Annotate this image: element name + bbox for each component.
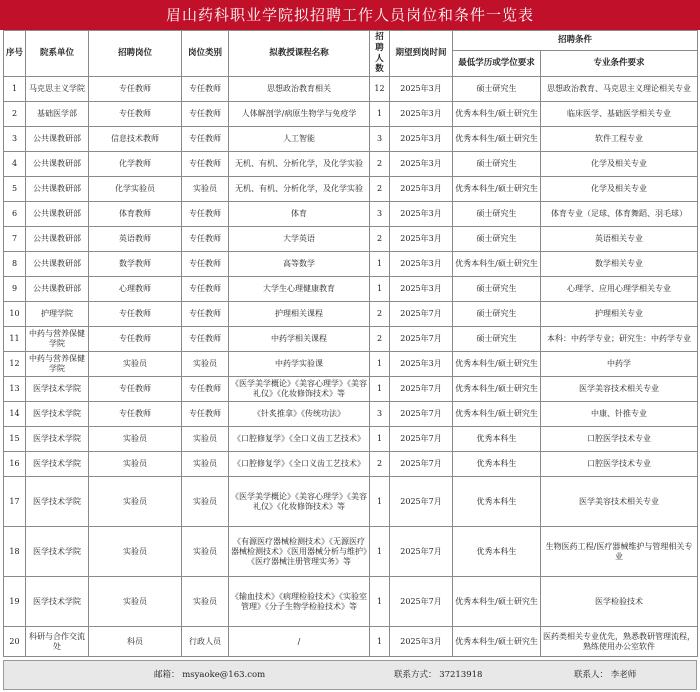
cell-education: 硕士研究生: [453, 202, 541, 227]
cell-education: 优秀本科生/硕士研究生: [453, 102, 541, 127]
cell-no: 12: [4, 352, 26, 377]
table-body: [4, 77, 698, 657]
cell-position: 英语教师: [89, 227, 182, 252]
cell-dept: 科研与合作交流处: [26, 627, 89, 657]
cell-education: 优秀本科生: [453, 477, 541, 527]
header-major: 专业条件要求: [541, 51, 698, 77]
cell-category: 实验员: [182, 527, 229, 577]
cell-education: 优秀本科生/硕士研究生: [453, 252, 541, 277]
cell-count: 1: [370, 427, 390, 452]
cell-count: 1: [370, 627, 390, 657]
cell-course: 思想政治教育相关: [229, 77, 370, 102]
cell-date: 2025年3月: [390, 627, 453, 657]
cell-education: 硕士研究生: [453, 302, 541, 327]
table-row: [4, 202, 698, 227]
cell-position: 专任教师: [89, 327, 182, 352]
cell-course: 高等数学: [229, 252, 370, 277]
cell-major: 临床医学、基础医学相关专业: [541, 102, 698, 127]
table-row: [4, 77, 698, 102]
footer-contact: 联系人： 李老师: [574, 670, 637, 680]
table-row: [4, 127, 698, 152]
header-position: 招聘岗位: [89, 31, 182, 77]
cell-education: 优秀本科生/硕士研究生: [453, 127, 541, 152]
cell-major: 化学及相关专业: [541, 152, 698, 177]
cell-position: 专任教师: [89, 402, 182, 427]
cell-major: 生物医药工程/医疗器械维护与管理相关专业: [541, 527, 698, 577]
cell-category: 专任教师: [182, 277, 229, 302]
cell-position: 化学教师: [89, 152, 182, 177]
cell-major: 口腔医学技术专业: [541, 452, 698, 477]
page-title: 眉山药科职业学院拟招聘工作人员岗位和条件一览表: [0, 0, 700, 30]
cell-category: 专任教师: [182, 152, 229, 177]
cell-category: 专任教师: [182, 202, 229, 227]
cell-date: 2025年3月: [390, 277, 453, 302]
cell-no: 15: [4, 427, 26, 452]
cell-position: 数学教师: [89, 252, 182, 277]
cell-no: 5: [4, 177, 26, 202]
recruitment-table: [3, 30, 698, 657]
cell-course: 《针炙推拿》《传统功法》: [229, 402, 370, 427]
cell-category: 实验员: [182, 352, 229, 377]
cell-course: 无机、有机、分析化学，及化学实验: [229, 177, 370, 202]
table-row: [4, 427, 698, 452]
cell-no: 6: [4, 202, 26, 227]
table-row: [4, 377, 698, 402]
cell-date: 2025年3月: [390, 227, 453, 252]
cell-date: 2025年3月: [390, 202, 453, 227]
cell-dept: 马克思主义学院: [26, 77, 89, 102]
cell-no: 8: [4, 252, 26, 277]
cell-course: 无机、有机、分析化学，及化学实验: [229, 152, 370, 177]
cell-no: 17: [4, 477, 26, 527]
cell-category: 专任教师: [182, 227, 229, 252]
cell-date: 2025年3月: [390, 352, 453, 377]
cell-education: 硕士研究生: [453, 327, 541, 352]
cell-date: 2025年7月: [390, 577, 453, 627]
cell-count: 2: [370, 227, 390, 252]
cell-count: 3: [370, 202, 390, 227]
table-row: [4, 302, 698, 327]
cell-education: 优秀本科生: [453, 427, 541, 452]
cell-position: 科员: [89, 627, 182, 657]
cell-education: 硕士研究生: [453, 277, 541, 302]
cell-dept: 护理学院: [26, 302, 89, 327]
cell-course: 《口腔修复学》《全口义齿工艺技术》: [229, 452, 370, 477]
header-education: 最低学历或学位要求: [453, 51, 541, 77]
cell-course: 人体解剖学/病原生物学与免疫学: [229, 102, 370, 127]
cell-dept: 公共课教研部: [26, 152, 89, 177]
table-row: [4, 627, 698, 657]
cell-no: 9: [4, 277, 26, 302]
header-no: 序号: [4, 31, 26, 77]
cell-category: 专任教师: [182, 77, 229, 102]
cell-no: 7: [4, 227, 26, 252]
cell-position: 心理教师: [89, 277, 182, 302]
cell-dept: 医学技术学院: [26, 577, 89, 627]
cell-no: 13: [4, 377, 26, 402]
cell-course: 《医学美学概论》《美容心理学》《美容礼仪》《化妆修饰技术》等: [229, 477, 370, 527]
cell-date: 2025年3月: [390, 77, 453, 102]
cell-course: 中药学实验课: [229, 352, 370, 377]
cell-education: 优秀本科生/硕士研究生: [453, 177, 541, 202]
cell-course: 人工智能: [229, 127, 370, 152]
cell-education: 优秀本科生/硕士研究生: [453, 352, 541, 377]
cell-category: 行政人员: [182, 627, 229, 657]
footer-phone: 联系方式： 37213918: [394, 670, 483, 680]
cell-dept: 医学技术学院: [26, 427, 89, 452]
table-row: [4, 452, 698, 477]
table-row: [4, 327, 698, 352]
cell-education: 优秀本科生/硕士研究生: [453, 377, 541, 402]
cell-count: 1: [370, 527, 390, 577]
cell-major: 软件工程专业: [541, 127, 698, 152]
cell-count: 1: [370, 377, 390, 402]
cell-education: 优秀本科生/硕士研究生: [453, 577, 541, 627]
cell-major: 数学相关专业: [541, 252, 698, 277]
cell-no: 2: [4, 102, 26, 127]
cell-count: 1: [370, 352, 390, 377]
cell-course: 《口腔修复学》《全口义齿工艺技术》: [229, 427, 370, 452]
cell-dept: 公共课教研部: [26, 277, 89, 302]
cell-position: 实验员: [89, 577, 182, 627]
cell-category: 实验员: [182, 177, 229, 202]
header-requirements: 招聘条件: [453, 31, 698, 51]
cell-major: 中药学: [541, 352, 698, 377]
cell-count: 1: [370, 102, 390, 127]
table-row: [4, 102, 698, 127]
cell-category: 实验员: [182, 477, 229, 527]
cell-course: 护理相关课程: [229, 302, 370, 327]
cell-count: 3: [370, 127, 390, 152]
cell-major: 医学检验技术: [541, 577, 698, 627]
cell-course: 体育: [229, 202, 370, 227]
table-row: [4, 152, 698, 177]
cell-count: 2: [370, 177, 390, 202]
header-count: 招聘人数: [370, 31, 390, 77]
cell-count: 3: [370, 402, 390, 427]
cell-no: 20: [4, 627, 26, 657]
cell-category: 实验员: [182, 577, 229, 627]
cell-major: 体育专业（足球、体育舞蹈、羽毛球）: [541, 202, 698, 227]
cell-dept: 医学技术学院: [26, 377, 89, 402]
cell-course: 大学英语: [229, 227, 370, 252]
header-dept: 院系单位: [26, 31, 89, 77]
table-row: [4, 527, 698, 577]
cell-category: 专任教师: [182, 102, 229, 127]
cell-position: 信息技术教师: [89, 127, 182, 152]
cell-count: 2: [370, 452, 390, 477]
cell-date: 2025年7月: [390, 327, 453, 352]
cell-dept: 医学技术学院: [26, 452, 89, 477]
cell-dept: 公共课教研部: [26, 177, 89, 202]
cell-position: 实验员: [89, 427, 182, 452]
cell-date: 2025年3月: [390, 102, 453, 127]
cell-position: 专任教师: [89, 77, 182, 102]
table-row: [4, 252, 698, 277]
cell-major: 医学美容技术相关专业: [541, 477, 698, 527]
cell-no: 11: [4, 327, 26, 352]
cell-major: 护理相关专业: [541, 302, 698, 327]
cell-no: 19: [4, 577, 26, 627]
cell-date: 2025年7月: [390, 452, 453, 477]
cell-dept: 公共课教研部: [26, 227, 89, 252]
cell-course: 大学生心理健康教育: [229, 277, 370, 302]
cell-education: 优秀本科生: [453, 527, 541, 577]
cell-date: 2025年3月: [390, 252, 453, 277]
cell-count: 2: [370, 302, 390, 327]
cell-education: 优秀本科生/硕士研究生: [453, 402, 541, 427]
cell-course: 中药学相关课程: [229, 327, 370, 352]
cell-category: 专任教师: [182, 127, 229, 152]
cell-course: 《有源医疗器械检测技术》《无源医疗器械检测技术》《医用器械分析与维护》《医疗器械注册管理实务》等: [229, 527, 370, 577]
cell-course: /: [229, 627, 370, 657]
cell-date: 2025年7月: [390, 402, 453, 427]
cell-position: 实验员: [89, 352, 182, 377]
cell-date: 2025年7月: [390, 377, 453, 402]
cell-major: 心理学、应用心理学相关专业: [541, 277, 698, 302]
cell-major: 化学及相关专业: [541, 177, 698, 202]
cell-date: 2025年7月: [390, 527, 453, 577]
cell-major: 英语相关专业: [541, 227, 698, 252]
cell-no: 14: [4, 402, 26, 427]
cell-dept: 公共课教研部: [26, 127, 89, 152]
table-row: [4, 177, 698, 202]
cell-date: 2025年7月: [390, 302, 453, 327]
cell-date: 2025年7月: [390, 427, 453, 452]
cell-position: 化学实验员: [89, 177, 182, 202]
cell-no: 16: [4, 452, 26, 477]
cell-major: 医学美容技术相关专业: [541, 377, 698, 402]
cell-dept: 公共课教研部: [26, 202, 89, 227]
footer-email: 邮箱： msyaoke@163.com: [154, 670, 266, 680]
cell-no: 3: [4, 127, 26, 152]
cell-category: 专任教师: [182, 327, 229, 352]
cell-dept: 中药与营养保健学院: [26, 327, 89, 352]
cell-position: 专任教师: [89, 102, 182, 127]
cell-position: 实验员: [89, 527, 182, 577]
table-row: [4, 577, 698, 627]
cell-no: 10: [4, 302, 26, 327]
cell-education: 硕士研究生: [453, 152, 541, 177]
cell-position: 专任教师: [89, 302, 182, 327]
cell-dept: 医学技术学院: [26, 527, 89, 577]
cell-category: 专任教师: [182, 377, 229, 402]
cell-date: 2025年7月: [390, 477, 453, 527]
cell-dept: 中药与营养保健学院: [26, 352, 89, 377]
cell-count: 1: [370, 577, 390, 627]
cell-date: 2025年3月: [390, 127, 453, 152]
cell-course: 《医学美学概论》《美容心理学》《美容礼仪》《化妆修饰技术》等: [229, 377, 370, 402]
cell-education: 优秀本科生: [453, 452, 541, 477]
cell-category: 专任教师: [182, 302, 229, 327]
cell-major: 口腔医学技术专业: [541, 427, 698, 452]
cell-count: 1: [370, 277, 390, 302]
cell-education: 硕士研究生: [453, 77, 541, 102]
cell-dept: 基础医学部: [26, 102, 89, 127]
cell-category: 专任教师: [182, 252, 229, 277]
cell-major: 本科：中药学专业；研究生：中药学专业: [541, 327, 698, 352]
cell-date: 2025年3月: [390, 177, 453, 202]
cell-date: 2025年3月: [390, 152, 453, 177]
cell-major: 中康、针推专业: [541, 402, 698, 427]
cell-no: 18: [4, 527, 26, 577]
cell-count: 12: [370, 77, 390, 102]
cell-course: 《输血技术》《病理检验技术》《实验室管理》《分子生物学检验技术》等: [229, 577, 370, 627]
header-date: 期望到岗时间: [390, 31, 453, 77]
cell-no: 4: [4, 152, 26, 177]
contact-footer: [3, 660, 697, 690]
cell-education: 优秀本科生/硕士研究生: [453, 627, 541, 657]
cell-dept: 医学技术学院: [26, 402, 89, 427]
table-row: [4, 227, 698, 252]
table-row: [4, 477, 698, 527]
cell-dept: 医学技术学院: [26, 477, 89, 527]
table-row: [4, 352, 698, 377]
cell-category: 实验员: [182, 427, 229, 452]
cell-count: 1: [370, 477, 390, 527]
cell-position: 实验员: [89, 477, 182, 527]
header-row-1: [4, 31, 698, 51]
cell-dept: 公共课教研部: [26, 252, 89, 277]
cell-category: 实验员: [182, 452, 229, 477]
cell-education: 硕士研究生: [453, 227, 541, 252]
table-row: [4, 402, 698, 427]
cell-no: 1: [4, 77, 26, 102]
header-course: 拟教授课程名称: [229, 31, 370, 77]
cell-major: 医药类相关专业优先，熟悉教研管理流程，熟练使用办公室软件: [541, 627, 698, 657]
cell-category: 专任教师: [182, 402, 229, 427]
cell-major: 思想政治教育、马克思主义理论相关专业: [541, 77, 698, 102]
table-row: [4, 277, 698, 302]
cell-count: 2: [370, 327, 390, 352]
cell-count: 1: [370, 252, 390, 277]
cell-position: 体育教师: [89, 202, 182, 227]
cell-count: 2: [370, 152, 390, 177]
cell-position: 专任教师: [89, 377, 182, 402]
header-category: 岗位类别: [182, 31, 229, 77]
cell-position: 实验员: [89, 452, 182, 477]
